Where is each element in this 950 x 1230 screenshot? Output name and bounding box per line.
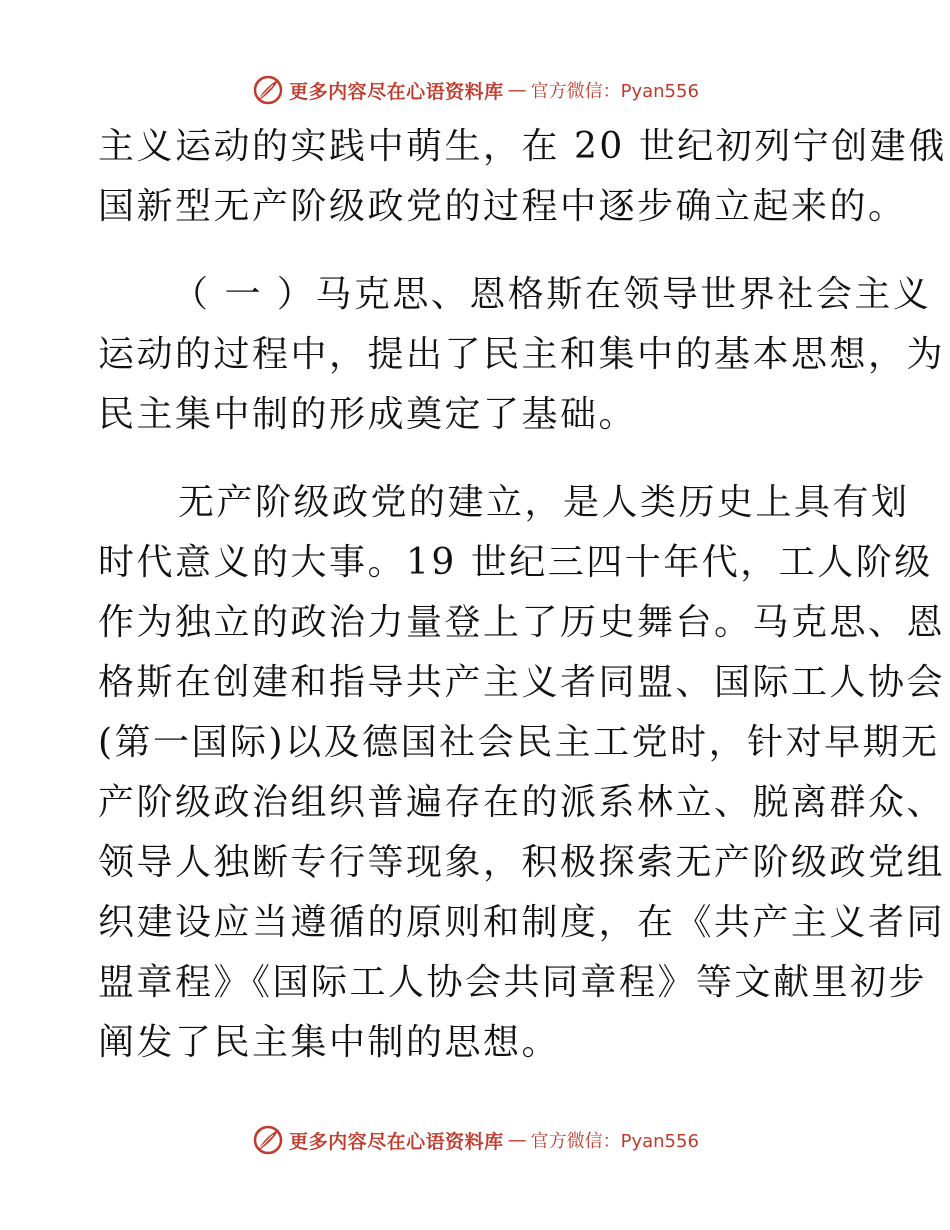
feather-logo-icon (251, 1123, 285, 1157)
text-line: 格斯在创建和指导共产主义者同盟、国际工人协会 (98, 662, 946, 703)
feather-logo-icon (251, 73, 285, 107)
text-line: 阐发了民主集中制的思想。 (98, 1022, 561, 1063)
document-body (98, 117, 947, 1073)
text-line: 运动的过程中，提出了民主和集中的基本思想，为 (98, 334, 946, 375)
text-line: （ 一 ）马克思、恩格斯在领导世界社会主义 (172, 274, 932, 315)
text-line: (第一国际)以及德国社会民主工党时，针对早期无 (98, 722, 940, 763)
text-line: 产阶级政治组织普遍存在的派系林立、脱离群众、 (98, 782, 946, 823)
paragraph (98, 265, 946, 445)
text-line: 无产阶级政党的建立，是人类历史上具有划 (178, 482, 910, 523)
banner-wechat-id: 官方微信：Pyan556 (530, 1131, 699, 1152)
text-line: 民主集中制的形成奠定了基础。 (98, 394, 638, 435)
paragraph (98, 473, 946, 1073)
text-line: 国新型无产阶级政党的过程中逐步确立起来的。 (98, 186, 907, 227)
text-line: 时代意义的大事。19 世纪三四十年代，工人阶级 (98, 542, 933, 583)
paragraph (98, 117, 947, 237)
text-line: 作为独立的政治力量登上了历史舞台。马克思、恩 (98, 602, 946, 643)
banner-dash: — (507, 1129, 527, 1151)
text-line: 盟章程》《国际工人协会共同章程》等文献里初步 (98, 962, 928, 1003)
banner-dash: — (507, 79, 527, 101)
banner-slogan: 更多内容尽在心语资料库 (289, 1130, 504, 1153)
banner-wechat-id: 官方微信：Pyan556 (530, 81, 699, 102)
header-banner (0, 72, 950, 108)
footer-banner (0, 1122, 950, 1158)
text-line: 主义运动的实践中萌生，在 20 世纪初列宁创建俄 (98, 126, 947, 167)
text-line: 领导人独断专行等现象，积极探索无产阶级政党组 (98, 842, 946, 883)
banner-slogan: 更多内容尽在心语资料库 (289, 80, 504, 103)
text-line: 织建设应当遵循的原则和制度，在《共产主义者同 (98, 902, 946, 943)
